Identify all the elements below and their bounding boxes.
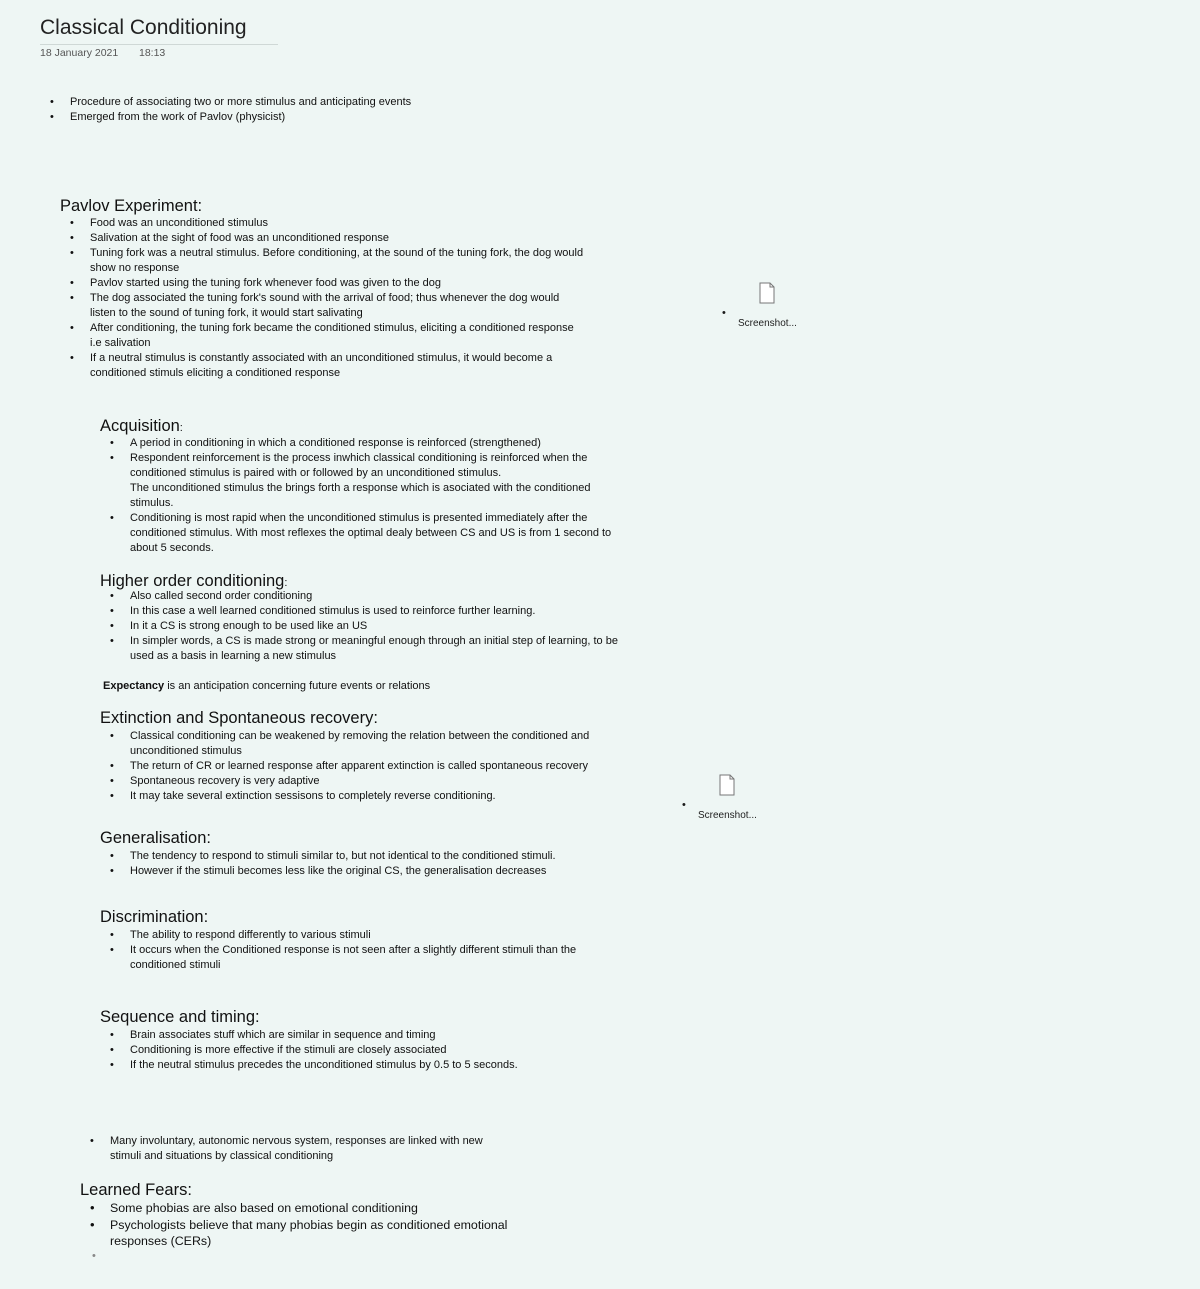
list-item[interactable]: • In this case a well learned conditioned stimulus is used to reinforce further learning. xyxy=(100,604,625,619)
list-item[interactable]: • After conditioning, the tuning fork became the conditioned stimulus, eliciting a conditioned response i.e salivation xyxy=(60,321,585,351)
higher-order-list xyxy=(100,589,625,664)
list-item[interactable]: • It may take several extinction sessisons to completely reverse conditioning. xyxy=(100,789,620,804)
discrimination-list xyxy=(100,928,610,973)
list-item[interactable]: • In simpler words, a CS is made strong or meaningful enough through an initial step of learning, to be used as a basis in learning a new stimulus xyxy=(100,634,625,664)
list-item[interactable]: • Salivation at the sight of food was an unconditioned response xyxy=(60,231,585,246)
list-item[interactable]: • Psychologists believe that many phobias begin as conditioned emotional responses (CERs) xyxy=(80,1217,520,1250)
list-item[interactable]: • Spontaneous recovery is very adaptive xyxy=(100,774,620,789)
list-item-continuation[interactable]: The unconditioned stimulus the brings forth a response which is asociated with the conditioned stimulus. xyxy=(130,482,591,509)
list-item[interactable]: • The tendency to respond to stimuli similar to, but not identical to the conditioned stimuli. xyxy=(100,849,620,864)
generalisation-list xyxy=(100,849,620,879)
heading-colon: : xyxy=(284,577,288,589)
extinction-list xyxy=(100,729,620,804)
list-item[interactable]: • The return of CR or learned response after apparent extinction is called spontaneous recovery xyxy=(100,759,620,774)
list-item[interactable]: • Brain associates stuff which are similar in sequence and timing xyxy=(100,1028,620,1043)
intro-list xyxy=(40,95,460,125)
list-item[interactable]: • In it a CS is strong enough to be used like an US xyxy=(100,619,625,634)
section-heading-sequence[interactable]: Sequence and timing: xyxy=(100,1008,260,1026)
title-divider xyxy=(40,44,278,45)
heading-colon: : xyxy=(179,422,183,434)
list-item[interactable]: • Many involuntary, autonomic nervous system, responses are linked with new stimuli and situations by classical conditioning xyxy=(80,1134,510,1164)
list-item[interactable]: • Some phobias are also based on emotional conditioning xyxy=(80,1200,520,1217)
list-item[interactable]: • Food was an unconditioned stimulus xyxy=(60,216,585,231)
attachment-bullet: • xyxy=(682,799,686,811)
list-item[interactable]: • The dog associated the tuning fork's sound with the arrival of food; thus whenever the dog would listen to the sound of tuning fork, it would start salivating xyxy=(60,291,585,321)
attachment-label[interactable]: Screenshot... xyxy=(738,318,797,329)
learned-fears-list xyxy=(80,1200,520,1250)
attachment-bullet: • xyxy=(722,307,726,319)
attachment-screenshot-2[interactable] xyxy=(682,774,782,834)
list-item[interactable]: • Emerged from the work of Pavlov (physicist) xyxy=(40,110,460,125)
heading-text: Acquisition xyxy=(100,417,180,435)
attachment-label[interactable]: Screenshot... xyxy=(698,810,757,821)
list-item[interactable]: • Procedure of associating two or more stimulus and anticipating events xyxy=(40,95,460,110)
section-heading-learned-fears[interactable]: Learned Fears: xyxy=(80,1181,192,1199)
expectancy-term: Expectancy xyxy=(103,680,165,692)
section-heading-discrimination[interactable]: Discrimination: xyxy=(100,908,209,926)
file-icon[interactable] xyxy=(759,282,775,304)
page-title[interactable]: Classical Conditioning xyxy=(40,16,247,39)
page-time: 18:13 xyxy=(139,47,166,59)
list-item[interactable]: • Tuning fork was a neutral stimulus. Before conditioning, at the sound of the tuning fork, the dog would show no response xyxy=(60,246,585,276)
section-heading-extinction[interactable]: Extinction and Spontaneous recovery: xyxy=(100,709,378,727)
list-item[interactable]: • A period in conditioning in which a conditioned response is reinforced (strengthened) xyxy=(100,436,620,451)
expectancy-paragraph[interactable] xyxy=(103,679,603,694)
list-item[interactable]: • Also called second order conditioning xyxy=(100,589,625,604)
sequence-list xyxy=(100,1028,620,1073)
list-item[interactable]: • It occurs when the Conditioned response is not seen after a slightly different stimuli than the conditioned stimuli xyxy=(100,943,610,973)
list-item[interactable]: • Conditioning is more effective if the stimuli are closely associated xyxy=(100,1043,620,1058)
list-item[interactable]: • If the neutral stimulus precedes the unconditioned stimulus by 0.5 to 5 seconds. xyxy=(100,1058,620,1073)
page-date: 18 January 2021 xyxy=(40,47,119,59)
list-item[interactable]: • Conditioning is most rapid when the unconditioned stimulus is presented immediately after the conditioned stimulus. With most reflexes the optimal dealy between CS and US is from 1 second to about 5 seconds. xyxy=(100,511,620,556)
involuntary-list xyxy=(80,1134,510,1164)
list-item[interactable]: • Pavlov started using the tuning fork whenever food was given to the dog xyxy=(60,276,585,291)
acquisition-list xyxy=(100,436,620,481)
section-heading-generalisation[interactable]: Generalisation: xyxy=(100,829,211,847)
file-icon[interactable] xyxy=(719,774,735,796)
list-item[interactable]: • Classical conditioning can be weakened by removing the relation between the conditioned and unconditioned stimulus xyxy=(100,729,620,759)
section-heading-acquisition[interactable] xyxy=(100,416,183,438)
expectancy-text: is an anticipation concerning future events or relations xyxy=(164,680,431,692)
empty-list-bullet[interactable]: • xyxy=(92,1250,96,1262)
list-item[interactable]: • However if the stimuli becomes less like the original CS, the generalisation decreases xyxy=(100,864,620,879)
section-heading-pavlov[interactable]: Pavlov Experiment: xyxy=(60,197,203,215)
list-item[interactable]: • Respondent reinforcement is the process inwhich classical conditioning is reinforced when the conditioned stimulus is paired with or followed by an unconditioned stimulus. xyxy=(100,451,620,481)
pavlov-list xyxy=(60,216,585,381)
attachment-screenshot-1[interactable] xyxy=(722,282,822,342)
list-item[interactable]: • The ability to respond differently to various stimuli xyxy=(100,928,610,943)
list-item[interactable]: • If a neutral stimulus is constantly associated with an unconditioned stimulus, it would become a conditioned stimuls eliciting a conditioned response xyxy=(60,351,585,381)
heading-text: Higher order conditioning xyxy=(100,572,285,590)
acquisition-list-2 xyxy=(100,511,620,556)
